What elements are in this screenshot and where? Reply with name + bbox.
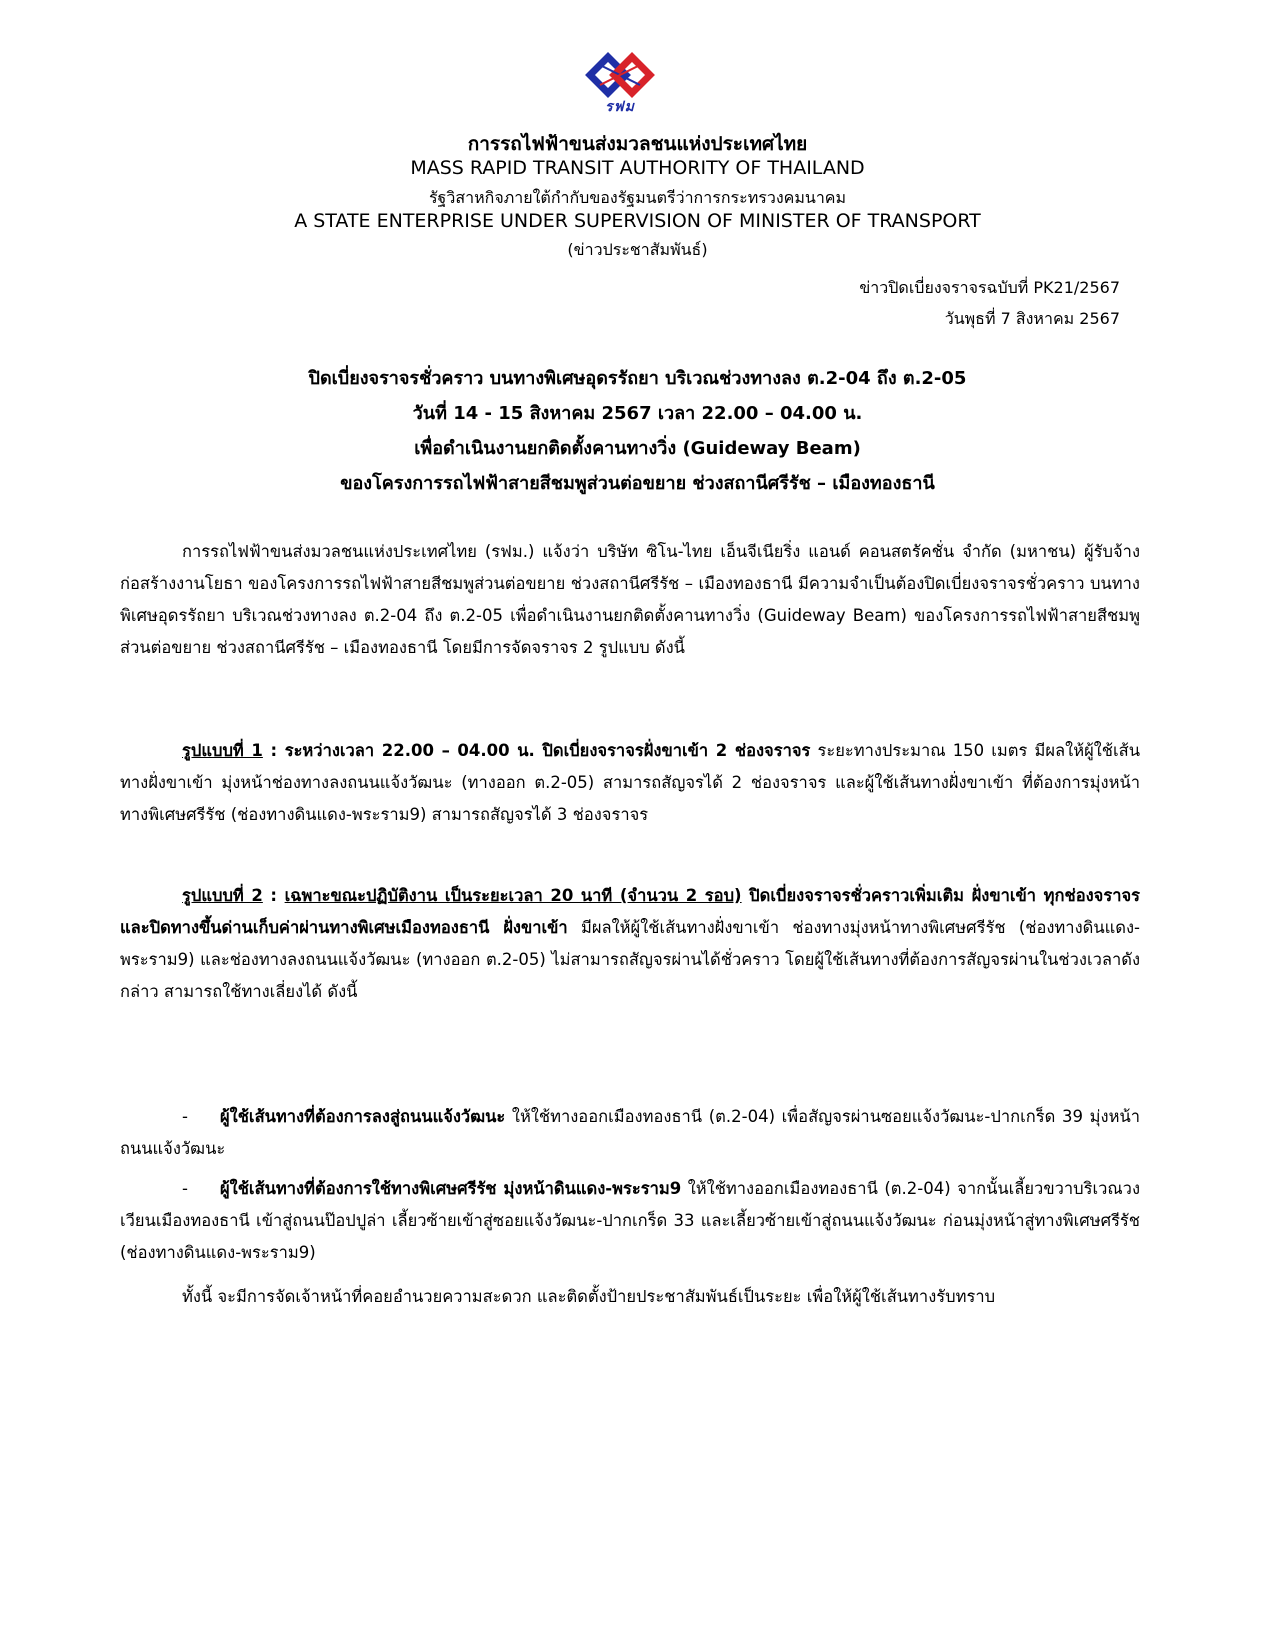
title-line-3: เพื่อดำเนินงานยกติดตั้งคานทางวิ่ง (Guideway Beam) [414,438,861,459]
title-line-4: ของโครงการรถไฟฟ้าสายสีชมพูส่วนต่อขยาย ช่วงสถานีศรีรัช – เมืองทองธานี [340,473,935,494]
reference-number: ข่าวปิดเบี่ยงจราจรฉบับที่ PK21/2567 [859,278,1120,297]
format-2-duration: เฉพาะขณะปฏิบัติงาน เป็นระยะเวลา 20 นาที (จำนวน 2 รอบ) [284,886,742,905]
bullet-dash: - [182,1179,188,1198]
format-1-paragraph [120,735,1140,831]
closing-text: ทั้งนี้ จะมีการจัดเจ้าหน้าที่คอยอำนวยความสะดวก และติดตั้งป้ายประชาสัมพันธ์เป็นระยะ เพื่อให้ผู้ใช้เส้นทางรับทราบ [182,1287,996,1306]
intro-text: การรถไฟฟ้าขนส่งมวลชนแห่งประเทศไทย (รฟม.) แจ้งว่า บริษัท ซิโน-ไทย เอ็นจีเนียริ่ง แอนด์ คอนสตรัคชั่น จำกัด (มหาชน) ผู้รับจ้างก่อสร้างงานโยธา ของโครงการรถไฟฟ้าสายสีชมพูส่วนต่อขยาย ช่วงสถานีศรีรัช – เมืองทองธานี มีความจำเป็นต้องปิดเบี่ยงจราจรชั่วคราว บนทางพิเศษอุดรรัถยา บริเวณช่วงทางลง ต.2-04 ถึง ต.2-05 เพื่อดำเนินงานยกติดตั้งคานทางวิ่ง (Guideway Beam) ของโครงการรถไฟฟ้าสายสีชมพูส่วนต่อขยาย ช่วงสถานีศรีรัช – เมืองทองธานี โดยมีการจัดจราจร 2 รูปแบบ ดังนี้ [120,542,1140,657]
format-2-label: รูปแบบที่ 2 [182,886,263,905]
bullet-dash: - [182,1107,188,1126]
detour-1-heading: ผู้ใช้เส้นทางที่ต้องการลงสู่ถนนแจ้งวัฒนะ [220,1107,506,1126]
logo-wordmark: รฟม [605,99,635,115]
format-1-summary: : ระหว่างเวลา 22.00 – 04.00 น. ปิดเบี่ยงจราจรฝั่งขาเข้า 2 ช่องจราจร [262,741,811,760]
mrta-logo-icon [560,50,680,120]
detour-1-text: ให้ใช้ทางออกเมืองทองธานี (ต.2-04) เพื่อสัญจรผ่านซอยแจ้งวัฒนะ-ปากเกร็ด 39 มุ่งหน้าถนนแจ้งวัฒนะ [120,1107,1140,1158]
document-type: (ข่าวประชาสัมพันธ์) [567,240,708,259]
detour-2-heading: ผู้ใช้เส้นทางที่ต้องการใช้ทางพิเศษศรีรัช มุ่งหน้าดินแดง-พระราม9 [220,1179,682,1198]
title-line-2: วันที่ 14 - 15 สิงหาคม 2567 เวลา 22.00 – 04.00 น. [412,403,863,424]
org-name-english: MASS RAPID TRANSIT AUTHORITY OF THAILAND [410,157,865,179]
format-2-paragraph [120,880,1140,1008]
org-status-thai: รัฐวิสาหกิจภายใต้กำกับของรัฐมนตรีว่าการกระทรวงคมนาคม [428,188,847,207]
format-2-detail: มีผลให้ผู้ใช้เส้นทางฝั่งขาเข้า ช่องทางมุ่งหน้าทางพิเศษศรีรัช (ช่องทางดินแดง-พระราม9) และช่องทางลงถนนแจ้งวัฒนะ (ทางออก ต.2-05) ไม่สามารถสัญจรผ่านได้ชั่วคราว โดยผู้ใช้เส้นทางที่ต้องการสัญจรผ่านในช่วงเวลาดังกล่าว สามารถใช้ทางเลี่ยงได้ ดังนี้ [120,918,1140,1001]
detour-2-text: ให้ใช้ทางออกเมืองทองธานี (ต.2-04) จากนั้นเลี้ยวขวาบริเวณวงเวียนเมืองทองธานี เข้าสู่ถนนป๊อปปูล่า เลี้ยวซ้ายเข้าสู่ซอยแจ้งวัฒนะ-ปากเกร็ด 33 และเลี้ยวซ้ายเข้าสู่ถนนแจ้งวัฒนะ ก่อนมุ่งหน้าสู่ทางพิเศษศรีรัช (ช่องทางดินแดง-พระราม9) [120,1179,1140,1262]
detour-item-2 [120,1173,1140,1269]
format-2-separator: : [262,886,285,905]
format-2-summary: ปิดเบี่ยงจราจรชั่วคราวเพิ่มเติม ฝั่งขาเข้า ทุกช่องจราจร และปิดทางขึ้นด่านเก็บค่าผ่านทางพิเศษเมืองทองธานี ฝั่งขาเข้า [120,886,1140,937]
org-status-english: A STATE ENTERPRISE UNDER SUPERVISION OF MINISTER OF TRANSPORT [294,210,981,232]
detour-item-1 [120,1101,1140,1165]
intro-paragraph [120,536,1140,664]
format-1-label: รูปแบบที่ 1 [182,741,263,760]
title-line-1: ปิดเบี่ยงจราจรชั่วคราว บนทางพิเศษอุดรรัถยา บริเวณช่วงทางลง ต.2-04 ถึง ต.2-05 [308,368,967,389]
reference-date: วันพุธที่ 7 สิงหาคม 2567 [944,309,1120,328]
closing-paragraph [120,1281,1140,1313]
org-name-thai: การรถไฟฟ้าขนส่งมวลชนแห่งประเทศไทย [467,133,808,155]
format-1-detail: ระยะทางประมาณ 150 เมตร มีผลให้ผู้ใช้เส้นทางฝั่งขาเข้า มุ่งหน้าช่องทางลงถนนแจ้งวัฒนะ (ทางออก ต.2-05) สามารถสัญจรได้ 2 ช่องจราจร และผู้ใช้เส้นทางฝั่งขาเข้า ที่ต้องการมุ่งหน้าทางพิเศษศรีรัช (ช่องทางดินแดง-พระราม9) สามารถสัญจรได้ 3 ช่องจราจร [120,741,1140,824]
